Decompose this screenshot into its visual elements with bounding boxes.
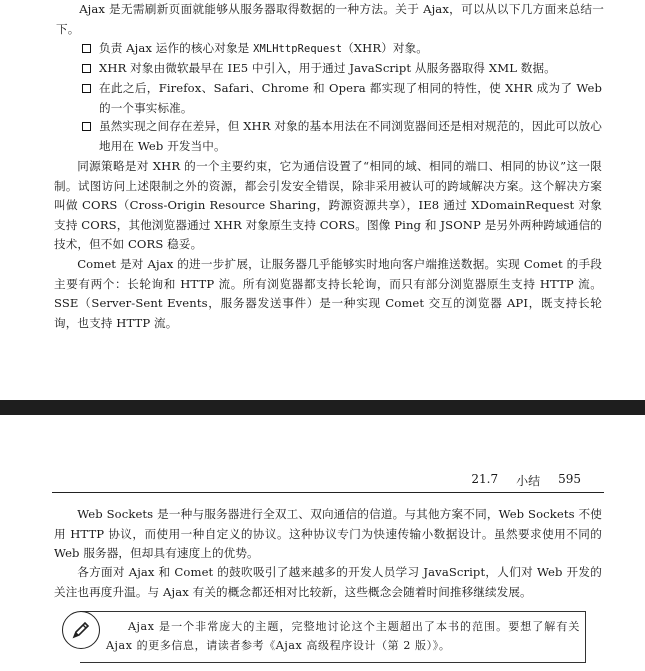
header-rule xyxy=(52,492,604,493)
checkbox-bullet-icon xyxy=(82,64,91,73)
bullet-text-2: XHR 对象由微软最早在 IE5 中引入，用于通过 JavaScript 从服务器取得 XML 数据。 xyxy=(99,61,556,75)
bullet-item-1 xyxy=(82,39,602,60)
running-header xyxy=(0,470,645,494)
page-divider xyxy=(0,400,645,415)
attention-paragraph: 各方面对 Ajax 和 Comet 的鼓吹吸引了越来越多的开发人员学习 JavaScript，人们对 Web 开发的关注也再度升温。与 Ajax 有关的概念都还相对比较新，这些概念会随着时间推移继续发展。 xyxy=(54,565,602,599)
bullet-item-2 xyxy=(82,59,602,79)
checkbox-bullet-icon xyxy=(82,44,91,53)
note-box xyxy=(58,605,588,667)
bullet-item-4 xyxy=(82,117,602,156)
note-text: Ajax 是一个非常庞大的主题，完整地讨论这个主题超出了本书的范围。要想了解有关 Ajax 的更多信息，请读者参考《Ajax 高级程序设计（第 2 版）》。 xyxy=(106,620,580,652)
bullet-text-3: 在此之后，Firefox、Safari、Chrome 和 Opera 都实现了相同的特性，使 XHR 成为了 Web 的一个事实标准。 xyxy=(99,81,602,115)
bottom-page xyxy=(0,415,645,671)
page-number: 595 xyxy=(558,472,581,486)
section-title: 小结 xyxy=(516,474,541,488)
bullet-item-3 xyxy=(82,79,602,118)
comet-paragraph: Comet 是对 Ajax 的进一步扩展，让服务器几乎能够实时地向客户端推送数据。实现 Comet 的手段主要有两个：长轮询和 HTTP 流。所有浏览器都支持长轮询，而只有部分浏览器原生支持 HTTP 流。SSE（Server-Sent Events，服务器发送事件）是一种实现 Comet 交互的浏览器 API，既支持长轮询，也支持 HTTP 流。 xyxy=(54,257,602,330)
section-number: 21.7 xyxy=(471,472,499,486)
checkbox-bullet-icon xyxy=(82,84,91,93)
pencil-note-icon xyxy=(62,611,100,649)
checkbox-bullet-icon xyxy=(82,122,91,131)
intro-paragraph: Ajax 是无需刷新页面就能够从服务器取得数据的一种方法。关于 Ajax，可以从以下几方面来总结一下。 xyxy=(56,2,604,36)
websockets-paragraph: Web Sockets 是一种与服务器进行全双工、双向通信的信道。与其他方案不同，Web Sockets 不使用 HTTP 协议，而使用一种自定义的协议。这种协议专门为快速传输小数据设计。虽然要求使用不同的 Web 服务器，但却具有速度上的优势。 xyxy=(54,507,602,560)
bullet-text-4: 虽然实现之间存在差异，但 XHR 对象的基本用法在不同浏览器间还是相对规范的，因此可以放心地用在 Web 开发当中。 xyxy=(99,119,602,153)
same-origin-paragraph: 同源策略是对 XHR 的一个主要约束，它为通信设置了“相同的域、相同的端口、相同的协议”这一限制。试图访问上述限制之外的资源，都会引发安全错误，除非采用被认可的跨域解决方案。这个解决方案叫做 CORS（Cross-Origin Resource Sharing，跨源资源共享），IE8 通过 XDomainRequest 对象支持 CORS，其他浏览器通过 XHR 对象原生支持 CORS。图像 Ping 和 JSONP 是另外两种跨域通信的技术，但不如 CORS 稳妥。 xyxy=(54,159,602,251)
bullet-text-1: 负责 Ajax 运作的核心对象是 XMLHttpRequest（XHR）对象。 xyxy=(99,41,428,55)
